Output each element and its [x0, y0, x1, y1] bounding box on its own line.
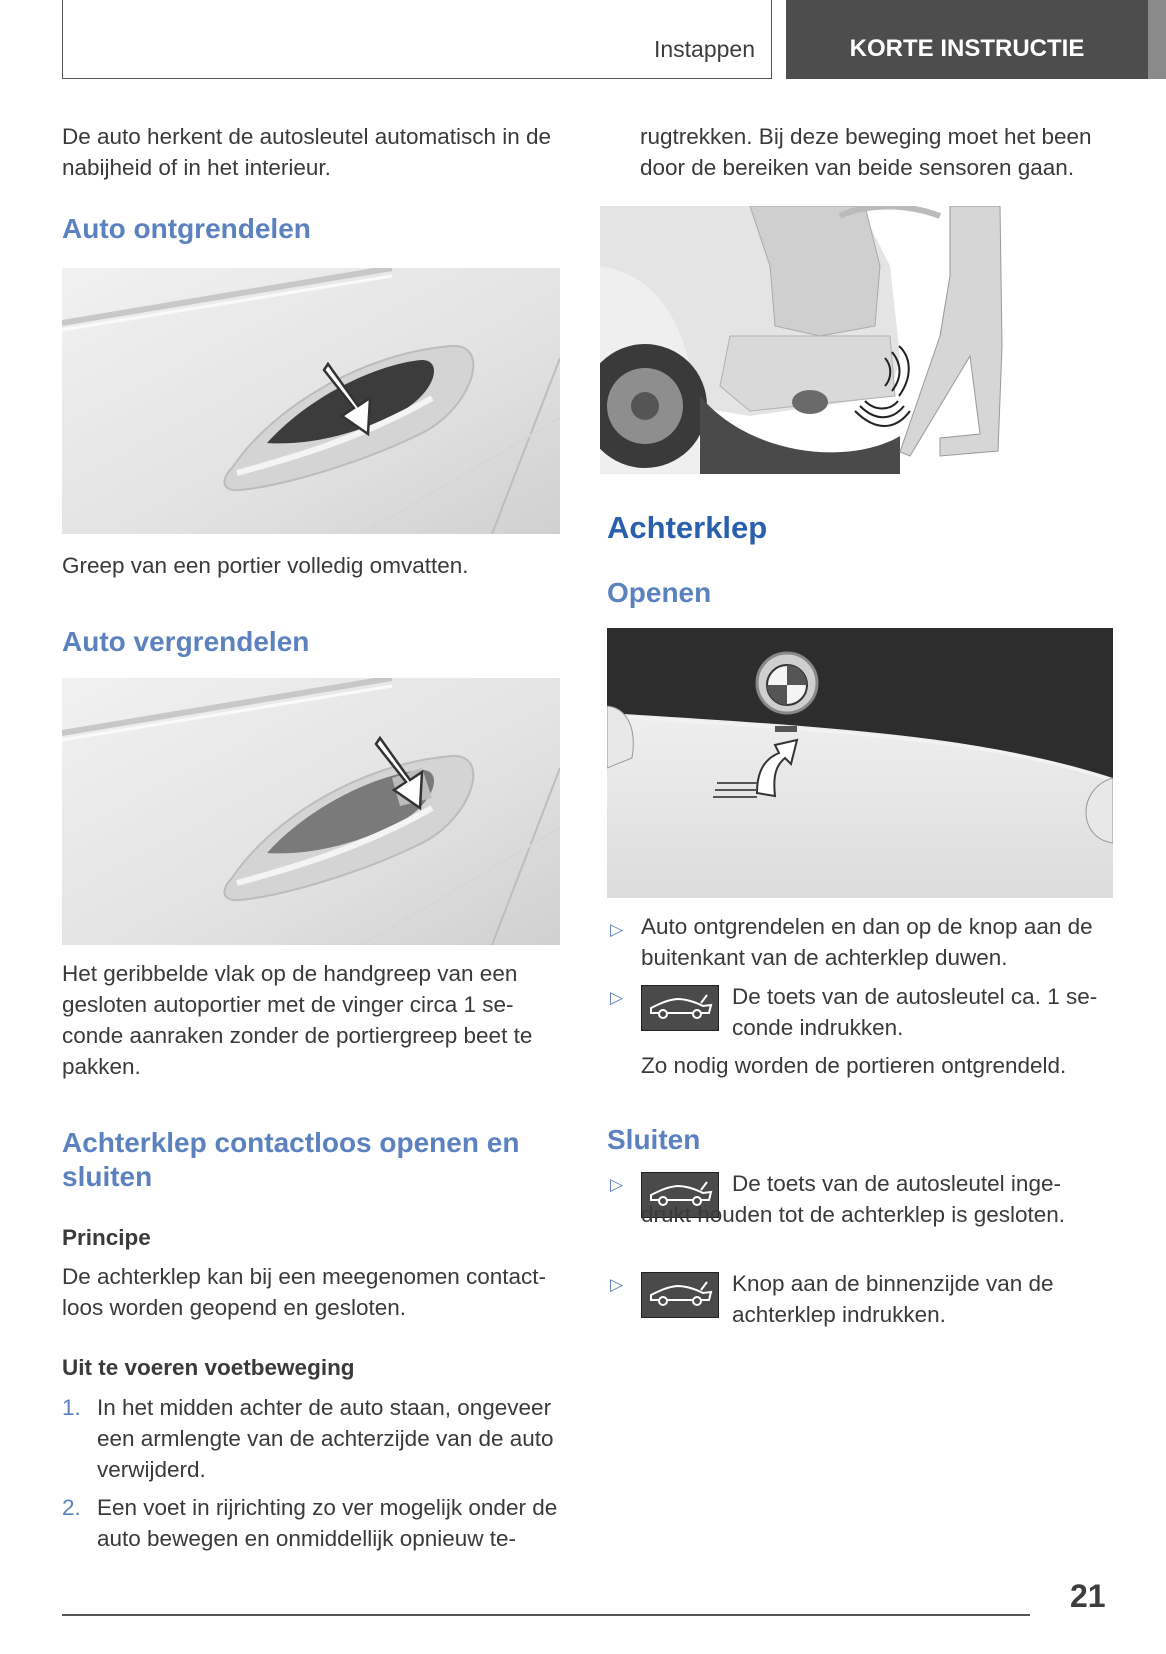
intro-text: De auto herkent de autosleutel automatisch in de nabijheid of in het interieur.	[62, 124, 552, 180]
close-heading: Sluiten	[607, 1124, 701, 1155]
header-section-title: Instappen	[653, 36, 755, 62]
principle-title: Principe	[62, 1225, 151, 1250]
open-item-2: De toets van de autosleutel ca. 1 seconde indrukken.	[732, 984, 1098, 1040]
header-tab-edge	[1148, 0, 1166, 79]
door-handle-unlock-figure	[62, 268, 560, 534]
bullet-icon: ▷	[610, 1175, 624, 1194]
page-number: 21	[1070, 1578, 1106, 1614]
car-tailgate-icon	[641, 985, 719, 1031]
foot-gesture-figure	[600, 206, 1012, 474]
open-note: Zo nodig worden de portieren ontgrendeld.	[641, 1053, 1067, 1078]
principle-text: De achterklep kan bij een meegenomen contactloos worden geopend en gesloten.	[62, 1264, 547, 1320]
tailgate-heading: Achterklep	[607, 510, 768, 545]
tailgate-button-figure	[607, 628, 1113, 898]
lock-caption: Het geribbelde vlak op de handgreep van een gesloten autoportier met de vinger circa 1 seconde aanraken zonder de portiergreep beet te pakken.	[62, 961, 533, 1079]
motion-title: Uit te voeren voetbeweging	[62, 1355, 355, 1380]
close-item-2: Knop aan de binnenzijde van de achterklep indrukken.	[732, 1271, 1054, 1327]
footer-rule	[62, 1614, 1030, 1616]
close-item-1: De toets van de autosleutel ingedrukt houden tot de achterklep is gesloten.	[641, 1171, 1066, 1227]
open-item-1: Auto ontgrendelen en dan op de knop aan de buitenkant van de achterklep duwen.	[641, 914, 1093, 970]
car-tailgate-icon	[641, 1272, 719, 1318]
step-text-1: In het midden achter de auto staan, ongeveer een armlengte van de achterzijde van de auto verwijderd.	[97, 1395, 554, 1482]
step-number-1: 1.	[62, 1395, 81, 1420]
lock-heading: Auto vergrendelen	[62, 626, 310, 657]
step-number-2: 2.	[62, 1495, 81, 1520]
unlock-heading: Auto ontgrendelen	[62, 213, 311, 244]
step-text-2: Een voet in rijrichting zo ver mogelijk onder de auto bewegen en onmiddellijk opnieuw te-	[97, 1495, 558, 1551]
continued-text: rugtrekken. Bij deze beweging moet het been door de bereiken van beide sensoren gaan.	[640, 124, 1092, 180]
header-box	[62, 0, 772, 79]
header-tab	[786, 0, 1148, 79]
door-handle-lock-figure	[62, 678, 560, 945]
bullet-icon: ▷	[610, 920, 624, 939]
bullet-icon: ▷	[610, 988, 624, 1007]
bullet-icon: ▷	[610, 1275, 624, 1294]
contactless-heading: Achterklep contactloos openen en sluiten	[62, 1127, 520, 1192]
unlock-caption: Greep van een portier volledig omvatten.	[62, 553, 469, 578]
header-tab-label: KORTE INSTRUCTIE	[849, 34, 1085, 62]
open-heading: Openen	[607, 577, 712, 608]
